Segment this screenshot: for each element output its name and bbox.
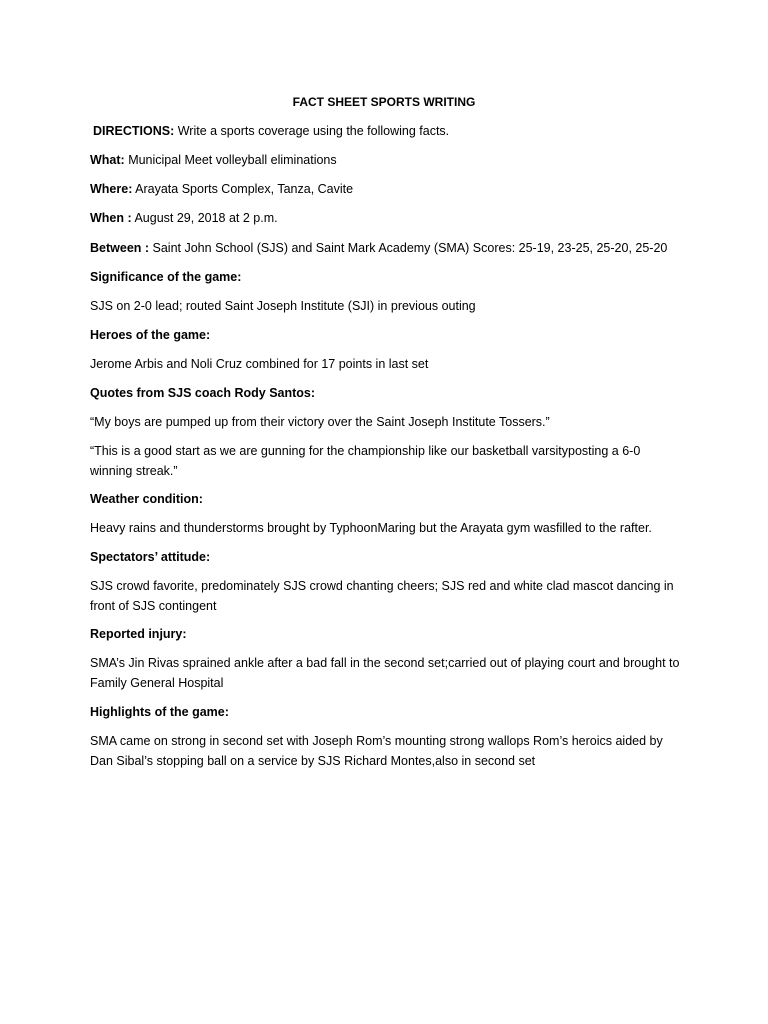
between-label: Between : <box>90 241 150 255</box>
directions-label: DIRECTIONS: <box>93 124 175 138</box>
what-line <box>90 151 690 171</box>
quotes-label: Quotes from SJS coach Rody Santos: <box>90 386 316 400</box>
weather-text: Heavy rains and thunderstorms brought by TyphoonMaring but the Arayata gym wasfilled to the rafter. <box>90 521 652 535</box>
highlights-label: Highlights of the game: <box>90 705 229 719</box>
where-label: Where: <box>90 182 133 196</box>
what-label: What: <box>90 153 125 167</box>
highlights-text: SMA came on strong in second set with Joseph Rom’s mounting strong wallops Rom’s heroics aided by Dan Sibal’s stopping ball on a service by SJS Richard Montes,also in second set <box>90 734 663 768</box>
significance-label: Significance of the game: <box>90 270 242 284</box>
heroes-label: Heroes of the game: <box>90 328 211 342</box>
where-text: Arayata Sports Complex, Tanza, Cavite <box>132 182 354 196</box>
when-line <box>90 209 690 229</box>
quote-2: “This is a good start as we are gunning for the championship like our basketball varsityposting a 6-0 winning streak.” <box>90 444 641 478</box>
injury-label: Reported injury: <box>90 627 187 641</box>
where-line <box>90 180 690 200</box>
significance-text: SJS on 2-0 lead; routed Saint Joseph Institute (SJI) in previous outing <box>90 299 476 313</box>
weather-label: Weather condition: <box>90 492 203 506</box>
quote-1: “My boys are pumped up from their victory over the Saint Joseph Institute Tossers.” <box>90 415 550 429</box>
spectators-text: SJS crowd favorite, predominately SJS crowd chanting cheers; SJS red and white clad mascot dancing in front of SJS contingent <box>90 579 674 613</box>
document-title: FACT SHEET SPORTS WRITING <box>292 95 476 109</box>
what-text: Municipal Meet volleyball eliminations <box>124 153 337 167</box>
injury-text: SMA’s Jin Rivas sprained ankle after a bad fall in the second set;carried out of playing court and brought to Family General Hospital <box>90 656 680 690</box>
between-line <box>90 239 690 259</box>
when-label: When : <box>90 211 132 225</box>
heroes-text: Jerome Arbis and Noli Cruz combined for 17 points in last set <box>90 357 429 371</box>
directions-text: Write a sports coverage using the following facts. <box>174 124 450 138</box>
when-text: August 29, 2018 at 2 p.m. <box>131 211 278 225</box>
directions-line <box>90 122 690 142</box>
spectators-label: Spectators’ attitude: <box>90 550 211 564</box>
between-text: Saint John School (SJS) and Saint Mark Academy (SMA) Scores: 25-19, 23-25, 25-20, 25-20 <box>149 241 668 255</box>
